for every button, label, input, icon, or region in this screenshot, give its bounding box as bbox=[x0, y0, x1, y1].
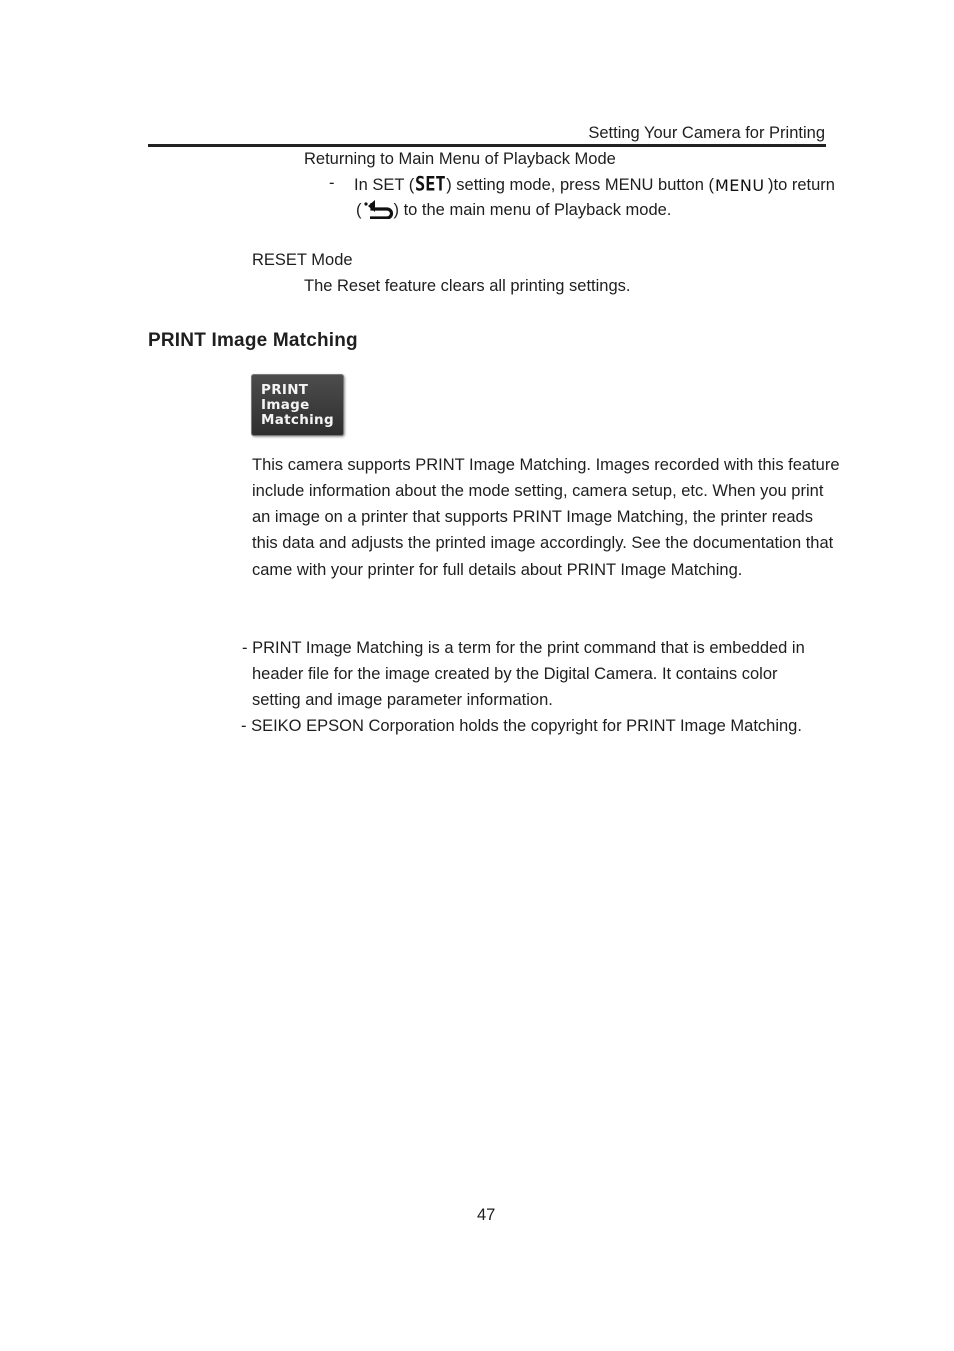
note-line: - PRINT Image Matching is a term for the print command that is embedded in bbox=[242, 639, 805, 657]
paragraph-line: include information about the mode setting, camera setup, etc. When you print bbox=[252, 482, 824, 500]
section-heading: PRINT Image Matching bbox=[148, 330, 358, 351]
instruction-text: ( bbox=[356, 201, 362, 219]
header-rule bbox=[148, 144, 826, 147]
return-arrow-icon bbox=[362, 199, 394, 219]
page-number: 47 bbox=[477, 1206, 496, 1224]
set-icon bbox=[414, 174, 446, 194]
instruction-text: ) to the main menu of Playback mode. bbox=[393, 201, 672, 219]
reset-heading: RESET Mode bbox=[252, 251, 353, 269]
instruction-text: ) setting mode, press MENU button ( bbox=[446, 176, 714, 194]
paragraph-line: This camera supports PRINT Image Matching. Images recorded with this feature bbox=[252, 456, 840, 474]
note-line: - SEIKO EPSON Corporation holds the copyright for PRINT Image Matching. bbox=[241, 717, 802, 735]
print-image-matching-logo bbox=[251, 374, 344, 436]
returning-instruction-line2 bbox=[356, 199, 671, 220]
paragraph-line: an image on a printer that supports PRINT Image Matching, the printer reads bbox=[252, 508, 813, 526]
paragraph-line: this data and adjusts the printed image accordingly. See the documentation that bbox=[252, 534, 834, 552]
note-line: setting and image parameter information. bbox=[252, 691, 553, 709]
bullet-dash: - bbox=[329, 174, 335, 192]
set-icon-text: SET bbox=[415, 174, 446, 194]
logo-text-line: Image bbox=[261, 397, 310, 413]
returning-instruction-line1 bbox=[354, 174, 835, 195]
paragraph-line: came with your printer for full details about PRINT Image Matching. bbox=[252, 561, 743, 579]
menu-icon bbox=[714, 174, 768, 194]
instruction-text: )to return bbox=[768, 176, 835, 194]
logo-text-line: Matching bbox=[261, 412, 334, 428]
reset-description: The Reset feature clears all printing settings. bbox=[304, 277, 631, 295]
menu-icon-text: MENU bbox=[715, 176, 765, 194]
note-line: header file for the image created by the Digital Camera. It contains color bbox=[252, 665, 778, 683]
returning-heading: Returning to Main Menu of Playback Mode bbox=[304, 150, 616, 168]
running-header: Setting Your Camera for Printing bbox=[588, 124, 825, 142]
logo-text-line: PRINT bbox=[261, 382, 309, 398]
instruction-text: In SET ( bbox=[354, 176, 415, 194]
